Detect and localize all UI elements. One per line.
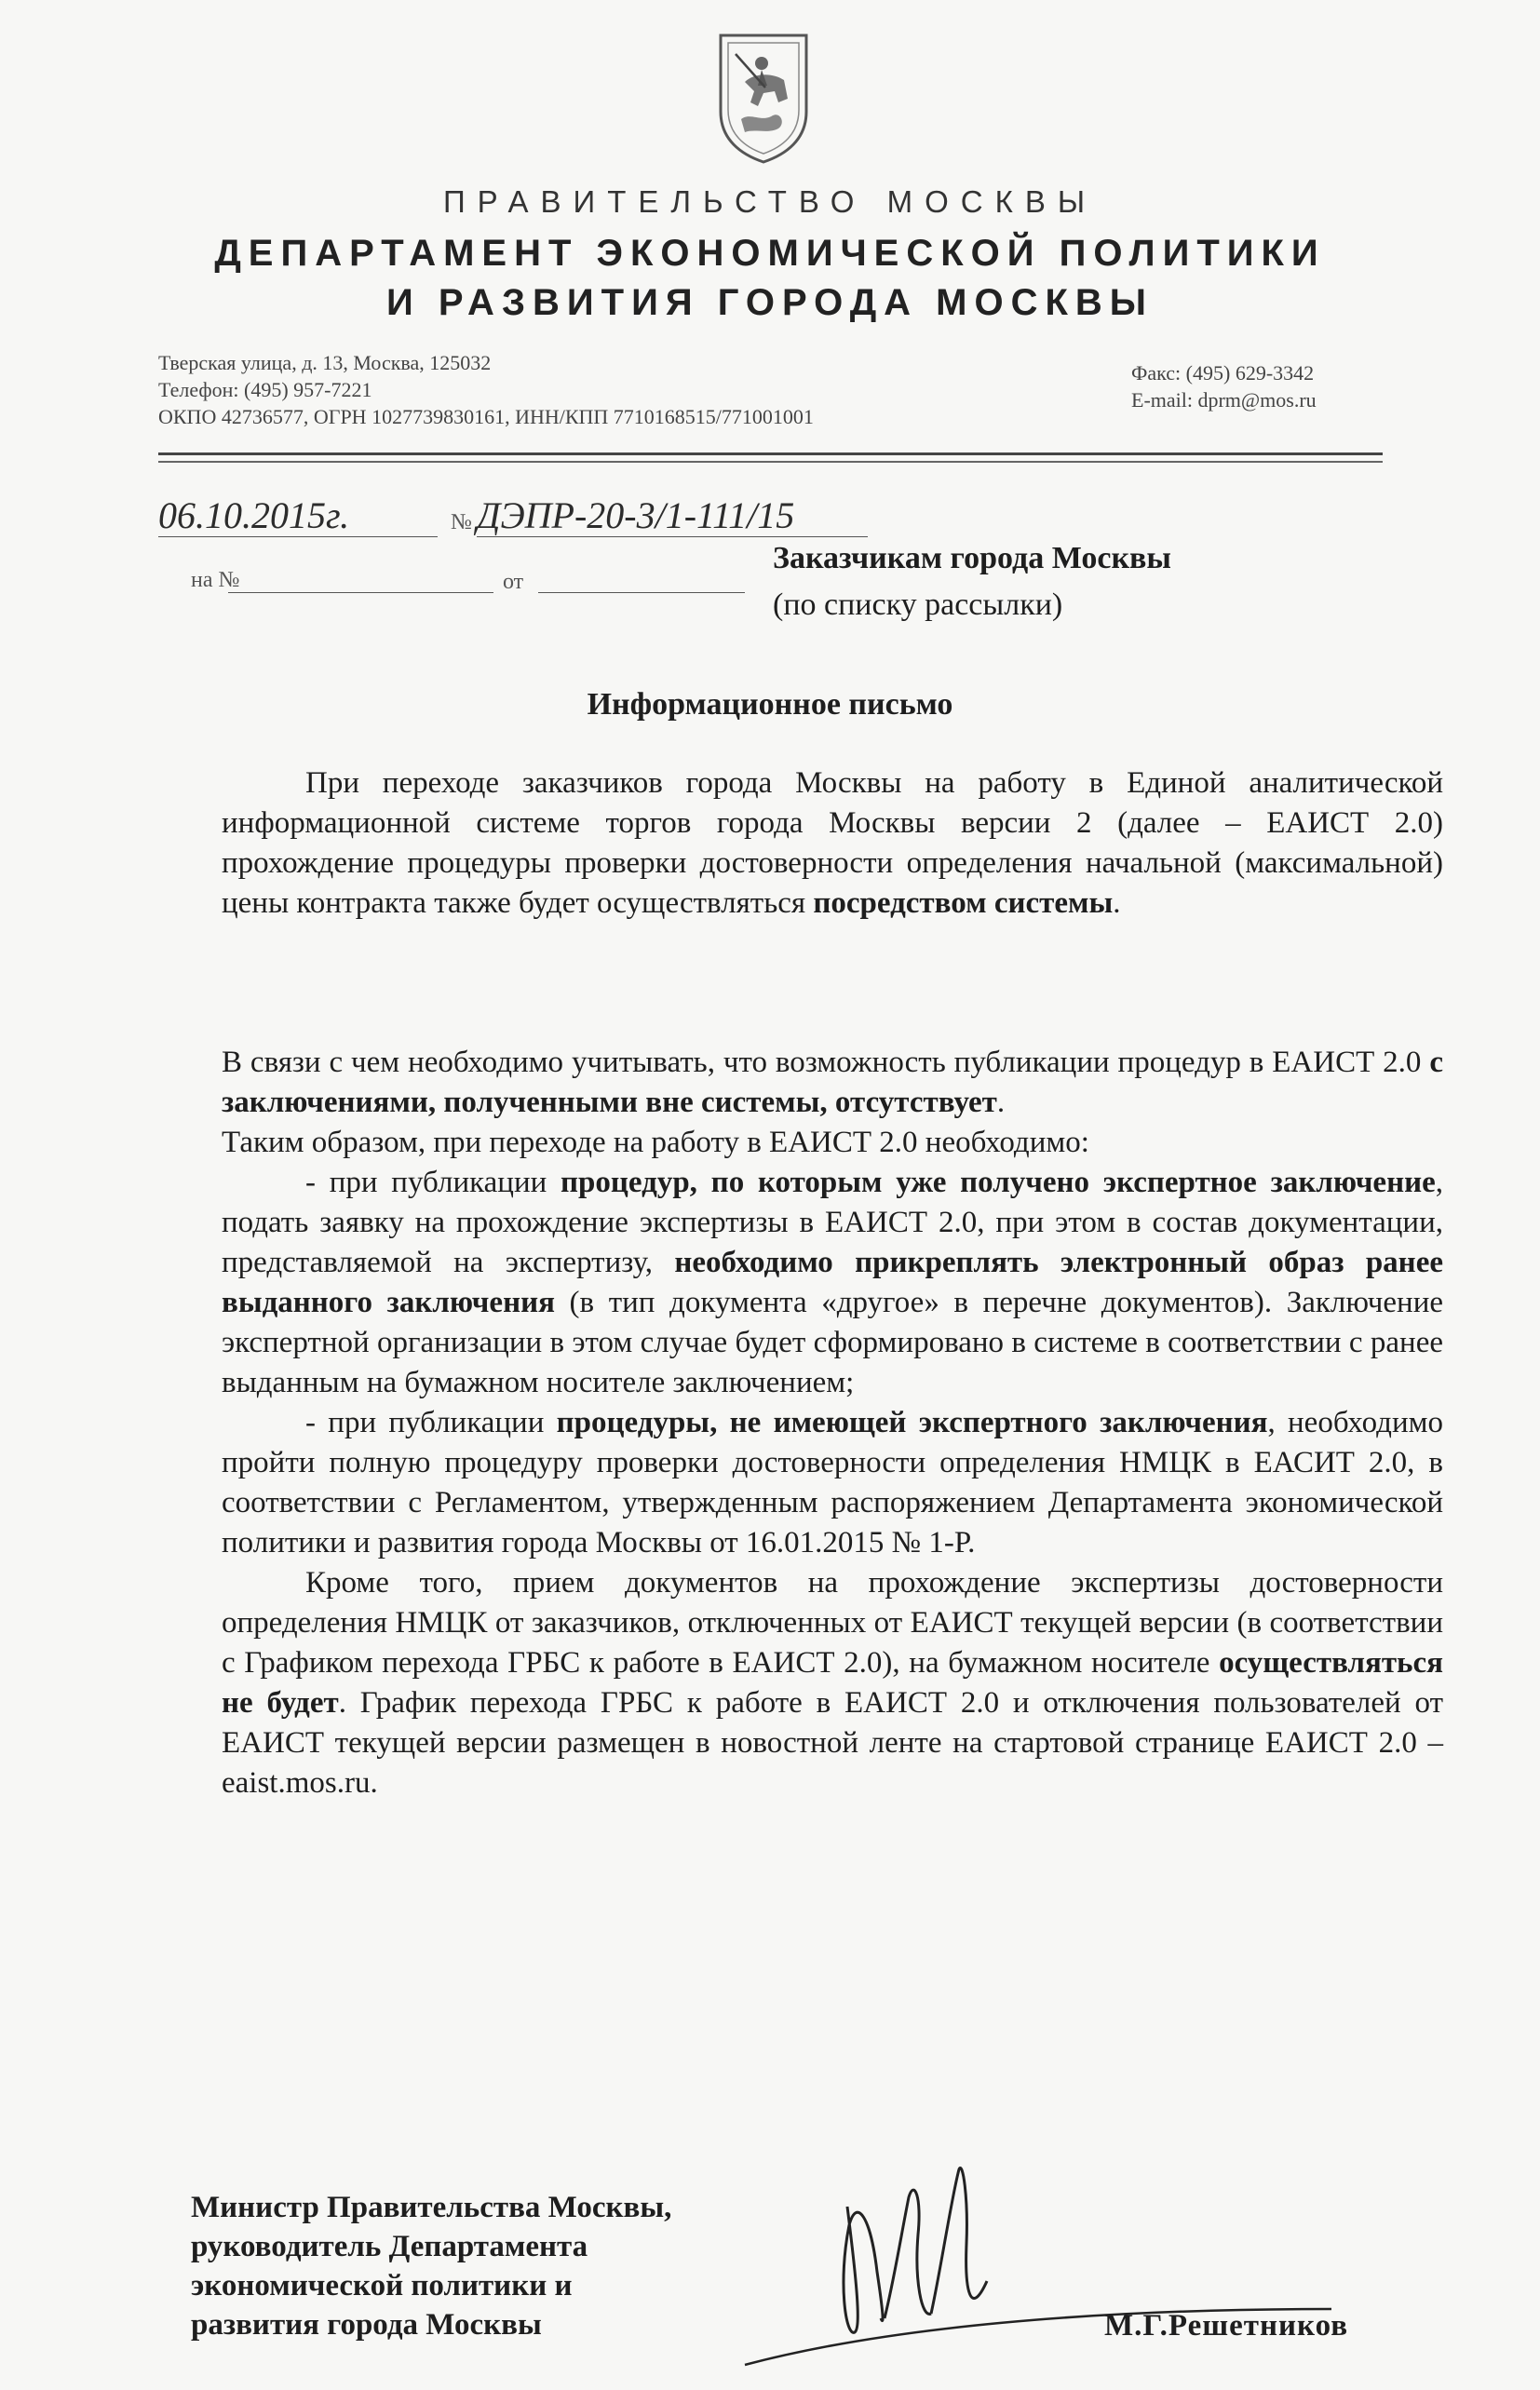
- from-label: от: [503, 570, 524, 594]
- contact-block-right: [1131, 359, 1317, 413]
- signer-name: М.Г.Решетников: [1104, 2309, 1349, 2343]
- p4-bold-b: необходимо прикреплять электронный образ ранее выданного заключения: [222, 1246, 1443, 1319]
- registry-codes: ОКПО 42736577, ОГРН 1027739830161, ИНН/КПП 7710168515/771001001: [158, 405, 814, 428]
- p6-text-b: . График перехода ГРБС к работе в ЕАИСТ 2.0 и отключения пользователей от ЕАИСТ текущей версии размещен в новостной ленте на стартовой странице ЕАИСТ 2.0 – eaist.mos.ru.: [222, 1686, 1443, 1800]
- government-title: ПРАВИТЕЛЬСТВО МОСКВЫ: [442, 184, 1098, 219]
- ref-date-line: [538, 577, 745, 593]
- addressee-line2: (по списку рассылки): [773, 587, 1063, 622]
- header-rule-thin: [158, 461, 1383, 463]
- document-title: Информационное письмо: [587, 687, 953, 722]
- body-paragraph-1: [222, 763, 1443, 924]
- contact-block-left: [158, 349, 814, 430]
- body-paragraph-6: [222, 1563, 1443, 1803]
- body-paragraph-2: [222, 1043, 1443, 1123]
- body-paragraph-5: [222, 1403, 1443, 1563]
- p1-end: .: [1113, 886, 1121, 920]
- p2-end: .: [996, 1086, 1006, 1119]
- signatory-line4: развития города Москвы: [191, 2308, 542, 2342]
- registration-number: ДЭПР-20-3/1-111/15: [477, 493, 868, 537]
- addressee: [773, 535, 1171, 628]
- header-rule-thick: [158, 452, 1383, 455]
- body-paragraph-3: Таким образом, при переходе на работу в ЕАИСТ 2.0 необходимо:: [222, 1126, 1089, 1159]
- body-paragraph-4: [222, 1163, 1443, 1403]
- signatory-position: [191, 2188, 671, 2344]
- p6-bold: осуществляться не будет: [222, 1646, 1443, 1720]
- address: Тверская улица, д. 13, Москва, 125032: [158, 351, 492, 374]
- p4-text-c: (в тип документа «другое» в перечне документов). Заключение экспертной организации в этом случае будет сформировано в системе в соответствии с ранее выданным на бумажном носителе заключением;: [222, 1286, 1443, 1399]
- signatory-line1: Министр Правительства Москвы,: [191, 2191, 672, 2224]
- p6-text-a: Кроме того, прием документов на прохождение экспертизы достоверности определения НМЦК от заказчиков, отключенных от ЕАИСТ текущей версии (в соответствии с Графиком перехода ГРБС к работе в ЕАИСТ 2.0), на бумажном носителе: [222, 1566, 1443, 1680]
- p5-text-b: , необходимо пройти полную процедуру проверки достоверности определения НМЦК в ЕАСИТ 2.0, в соответствии с Регламентом, утвержденным распоряжением Департамента экономической политики и развития города Москвы от 16.01.2015 № 1-Р.: [222, 1406, 1443, 1560]
- addressee-line1: Заказчикам города Москвы: [773, 541, 1171, 575]
- p5-text-a: - при публикации: [305, 1406, 557, 1439]
- ref-label: на №: [191, 568, 240, 592]
- p4-bold-a: процедур, по которым уже получено экспертное заключение: [561, 1166, 1436, 1199]
- moscow-coat-of-arms-icon: [708, 26, 819, 166]
- phone: Телефон: (495) 957-7221: [158, 378, 372, 401]
- signatory-line3: экономической политики и: [191, 2269, 573, 2302]
- p1-bold: посредством системы: [813, 886, 1114, 920]
- department-title-line2: И РАЗВИТИЯ ГОРОДА МОСКВЫ: [386, 282, 1154, 323]
- email: E-mail: dprm@mos.ru: [1131, 388, 1317, 412]
- number-sign: №: [451, 510, 472, 534]
- p2-bold: с заключениями, полученными вне системы, отсутствует: [222, 1046, 1443, 1119]
- ref-number-line: [228, 577, 493, 593]
- p4-text-b: , подать заявку на прохождение экспертизы в ЕАИСТ 2.0, при этом в состав документации, представляемой на экспертизу,: [222, 1166, 1444, 1279]
- p1-text: При переходе заказчиков города Москвы на работу в Единой аналитической информационной системе торгов города Москвы версии 2 (далее – ЕАИСТ 2.0) прохождение процедуры проверки достоверности определения начальной (максимальной) цены контракта также будет осуществляться: [222, 766, 1443, 920]
- p4-text-a: - при публикации: [305, 1166, 561, 1199]
- p5-bold: процедуры, не имеющей экспертного заключения: [556, 1406, 1268, 1439]
- body-main: [222, 1043, 1443, 1803]
- registration-date: 06.10.2015г.: [158, 493, 438, 537]
- signatory-line2: руководитель Департамента: [191, 2230, 588, 2263]
- p2-text: В связи с чем необходимо учитывать, что возможность публикации процедур в ЕАИСТ 2.0: [222, 1046, 1430, 1079]
- department-title-line1: ДЕПАРТАМЕНТ ЭКОНОМИЧЕСКОЙ ПОЛИТИКИ: [214, 233, 1326, 274]
- fax: Факс: (495) 629-3342: [1131, 361, 1315, 385]
